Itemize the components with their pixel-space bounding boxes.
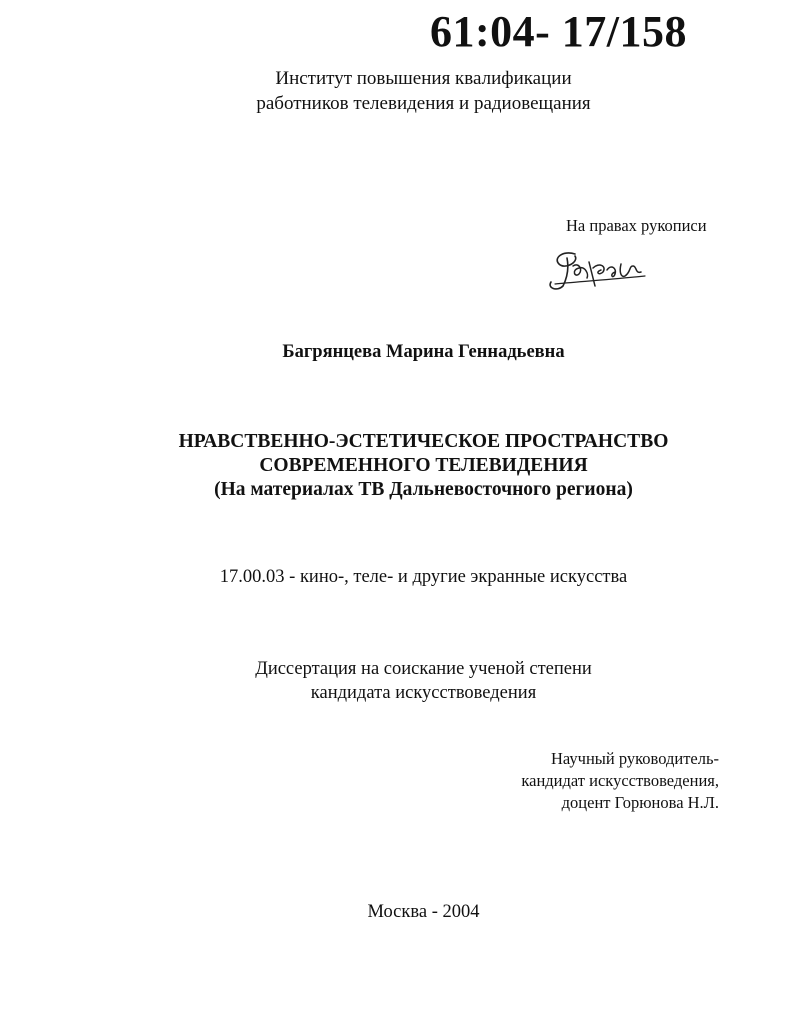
dissertation-title — [24, 430, 799, 502]
degree-line-1: Диссертация на соискание ученой степени — [255, 659, 592, 679]
catalog-number: 61:04- 17/158 — [430, 7, 688, 56]
institute-line-2: работников телевидения и радиовещания — [256, 93, 591, 114]
institute-line-1: Институт повышения квалификации — [275, 68, 572, 89]
degree-line-2: кандидата искусствоведения — [310, 683, 537, 703]
advisor-line-2: кандидат искусствоведения, — [521, 771, 719, 790]
title-line-1: НРАВСТВЕННО-ЭСТЕТИЧЕСКОЕ ПРОСТРАНСТВО — [178, 431, 669, 452]
manuscript-rights: На правах рукописи — [566, 216, 707, 235]
city-year: Москва - 2004 — [367, 902, 480, 922]
advisor-line-3: доцент Горюнова Н.Л. — [561, 793, 719, 812]
specialty-code: 17.00.03 - кино-, теле- и другие экранные искусства — [219, 567, 628, 587]
title-line-3: (На материалах ТВ Дальневосточного региона) — [214, 479, 633, 500]
title-line-2: СОВРЕМЕННОГО ТЕЛЕВИДЕНИЯ — [259, 455, 588, 476]
institute-name — [24, 66, 799, 116]
author-name: Багрянцева Марина Геннадьевна — [282, 342, 565, 362]
advisor-line-1: Научный руководитель- — [551, 749, 719, 768]
degree-statement — [24, 657, 799, 705]
scientific-advisor — [521, 748, 719, 814]
handwritten-signature — [545, 240, 665, 296]
